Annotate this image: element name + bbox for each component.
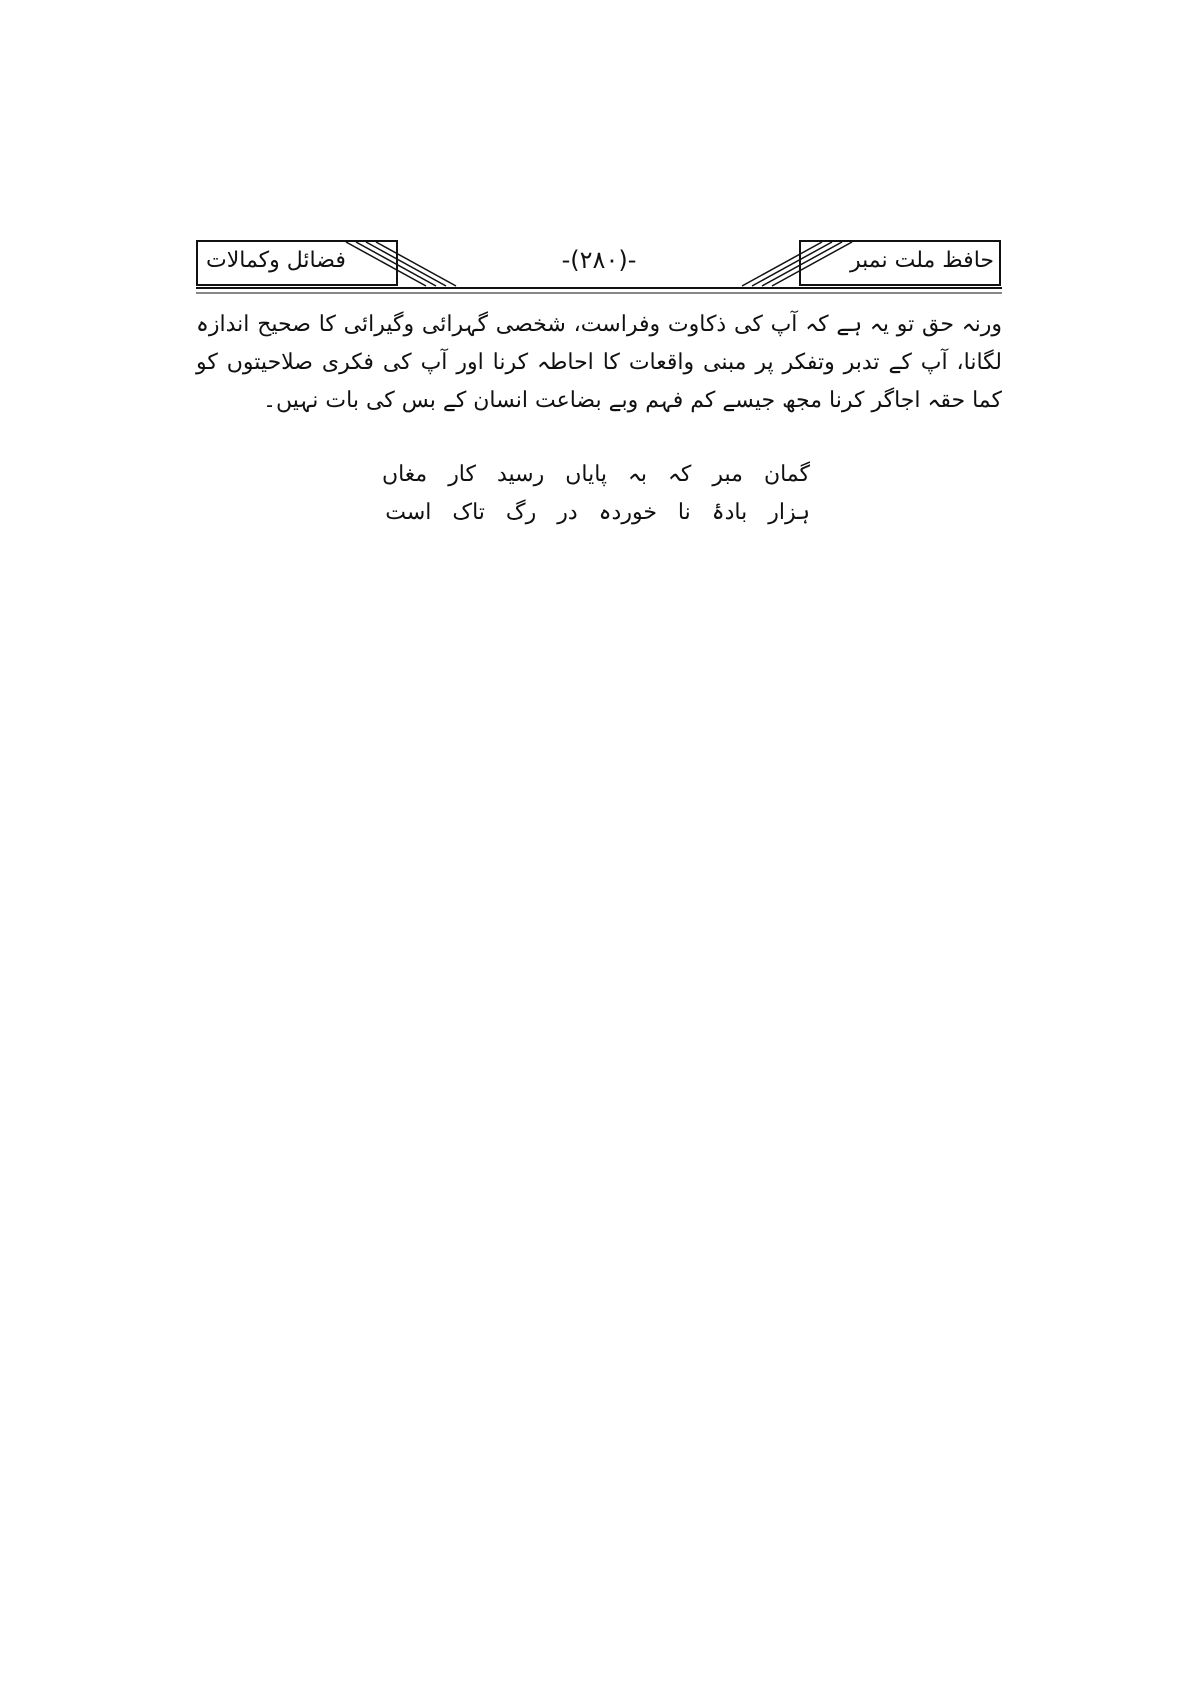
header-right-title: حافظ ملت نمبر bbox=[850, 248, 994, 273]
verse-line-2: ہزار بادۂ نا خوردہ در رگ تاک است bbox=[385, 500, 810, 525]
header-left-title: فضائل وکمالات bbox=[206, 248, 346, 273]
body-text bbox=[196, 306, 1002, 420]
paragraph: ورنہ حق تو یہ ہے کہ آپ کی ذکاوت وفراست، شخصی گہرائی وگیرائی کا صحیح اندازہ لگانا، آپ کے تدبر وتفکر پر مبنی واقعات کا احاطہ کرنا اور آپ کی فکری صلاحیتوں کو کما حقہ اجاگر کرنا مجھ جیسے کم فہم وبے بضاعت انسان کے بس کی بات نہیں۔ bbox=[196, 312, 1002, 413]
page-header bbox=[196, 240, 1002, 288]
verse-line-1: گمان مبر کہ بہ پایاں رسید کار مغاں bbox=[381, 462, 810, 487]
page-number: -(۲۸۰)- bbox=[561, 246, 637, 274]
